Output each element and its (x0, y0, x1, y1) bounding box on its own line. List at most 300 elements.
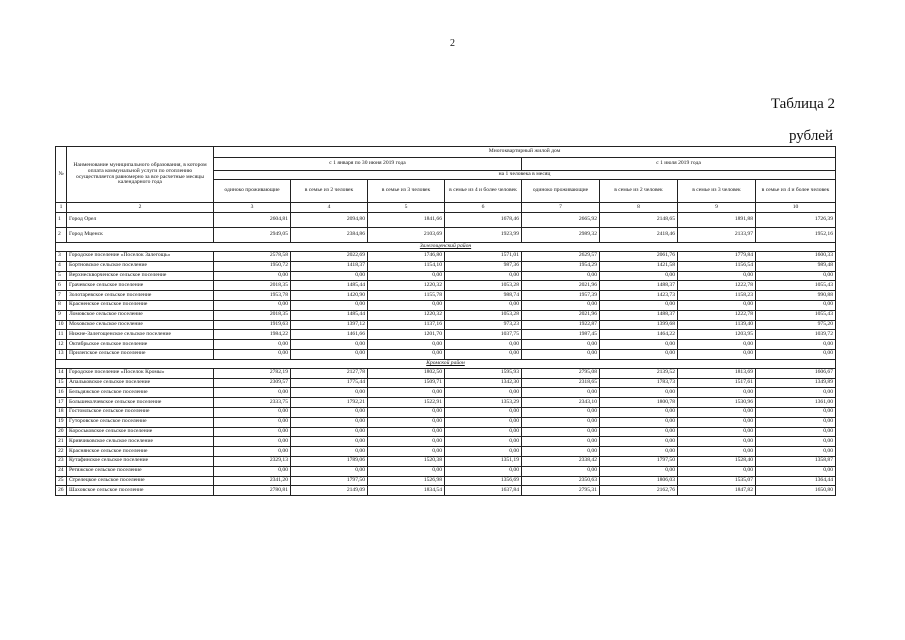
tariff-value: 1423,73 (600, 291, 678, 301)
row-number: 18 (56, 407, 67, 417)
tariff-value: 1156,54 (678, 261, 756, 271)
tariff-value: 0,00 (756, 407, 836, 417)
municipality-name: Городское поселение «Поселок Кромы» (67, 368, 214, 378)
tariff-value: 2061,76 (600, 252, 678, 262)
tariff-value: 1800,78 (600, 398, 678, 408)
tariff-value: 1053,28 (445, 310, 522, 320)
row-number: 13 (56, 349, 67, 359)
row-number: 11 (56, 330, 67, 340)
header-col: в семье из 4 и более человек (445, 180, 522, 203)
tariff-value: 2021,96 (522, 281, 600, 291)
header-col: в семье из 3 человек (678, 180, 756, 203)
tariff-value: 2578,58 (214, 252, 291, 262)
section-row (56, 243, 836, 252)
tariff-value: 0,00 (600, 300, 678, 310)
column-index: 6 (445, 203, 522, 213)
header-period-2: с 1 июля 2019 года (522, 158, 836, 171)
row-number: 6 (56, 281, 67, 291)
tariff-value: 1222,78 (678, 310, 756, 320)
tariff-value: 0,00 (600, 447, 678, 457)
tariff-value: 0,00 (214, 437, 291, 447)
tariff-value: 0,00 (756, 340, 836, 350)
municipality-name: Нижне-Залегощенское сельское поселение (67, 330, 214, 340)
header-name: Наименование муниципального образования, в котором оплата коммунальной услуги по отоплению осуществляется равномерно за все расчетные месяцы календарного года (67, 147, 214, 203)
tariff-value: 0,00 (445, 407, 522, 417)
table-row (56, 456, 836, 466)
tariff-value: 1847,82 (678, 486, 756, 496)
tariff-value: 987,36 (445, 261, 522, 271)
tariff-value: 0,00 (445, 417, 522, 427)
column-index: 3 (214, 203, 291, 213)
header-per-person: на 1 человека в месяц (214, 171, 836, 180)
tariff-value: 0,00 (522, 437, 600, 447)
tariff-value: 1488,37 (600, 310, 678, 320)
tariff-value: 1923,99 (445, 228, 522, 243)
municipality-name: Золотаревское сельское поселение (67, 291, 214, 301)
tariff-value: 0,00 (214, 407, 291, 417)
tariff-value: 1775,44 (291, 378, 368, 388)
tariff-value: 0,00 (291, 388, 368, 398)
municipality-name: Короськовское сельское поселение (67, 427, 214, 437)
table-row (56, 486, 836, 496)
tariff-value: 0,00 (291, 407, 368, 417)
tariff-value: 0,00 (678, 466, 756, 476)
tariff-value: 0,00 (368, 388, 445, 398)
tariff-value: 0,00 (756, 349, 836, 359)
municipality-name: Бельдяжское сельское поселение (67, 388, 214, 398)
tariff-value: 0,00 (600, 407, 678, 417)
tariff-value: 1485,44 (291, 281, 368, 291)
tariff-value: 1055,43 (756, 310, 836, 320)
tariff-value: 1485,44 (291, 310, 368, 320)
tariff-value: 0,00 (600, 417, 678, 427)
tariff-value: 0,00 (678, 300, 756, 310)
tariff-value: 0,00 (445, 271, 522, 281)
tariff-value: 1535,07 (678, 476, 756, 486)
municipality-name: Гуторовское сельское поселение (67, 417, 214, 427)
column-index: 10 (756, 203, 836, 213)
table-row (56, 388, 836, 398)
tariff-value: 1461,66 (291, 330, 368, 340)
header-col: в семье из 4 и более человек (756, 180, 836, 203)
tariff-value: 1399,68 (600, 320, 678, 330)
tariff-value: 1987,45 (522, 330, 600, 340)
column-index: 1 (56, 203, 67, 213)
column-index: 5 (368, 203, 445, 213)
row-number: 16 (56, 388, 67, 398)
row-number: 9 (56, 310, 67, 320)
tariff-value: 2022,69 (291, 252, 368, 262)
column-index: 4 (291, 203, 368, 213)
table-row (56, 378, 836, 388)
tariff-value: 0,00 (291, 300, 368, 310)
tariff-value: 0,00 (214, 300, 291, 310)
column-index: 8 (600, 203, 678, 213)
tariff-value: 0,00 (678, 407, 756, 417)
tariff-value: 1139,40 (678, 320, 756, 330)
table-row (56, 427, 836, 437)
table-row (56, 349, 836, 359)
tariff-value: 1957,39 (522, 291, 600, 301)
tariff-value: 2127,78 (291, 368, 368, 378)
tariff-value: 2629,57 (522, 252, 600, 262)
municipality-name: Город Мценск (67, 228, 214, 243)
tariff-value: 1606,67 (756, 368, 836, 378)
table-row (56, 407, 836, 417)
tariff-value: 1037,75 (445, 330, 522, 340)
tariff-value: 0,00 (756, 447, 836, 457)
tariff-value: 0,00 (445, 340, 522, 350)
municipality-name: Большеколчевское сельское поселение (67, 398, 214, 408)
row-number: 14 (56, 368, 67, 378)
tariff-value: 1397,12 (291, 320, 368, 330)
municipality-name: Ломовское сельское поселение (67, 310, 214, 320)
header-period-1: с 1 января по 30 июня 2019 года (214, 158, 522, 171)
tariff-value: 1351,19 (445, 456, 522, 466)
tariff-value: 2350,63 (522, 476, 600, 486)
tariff-value: 0,00 (600, 466, 678, 476)
tariff-value: 1919,63 (214, 320, 291, 330)
municipality-name: Моховское сельское поселение (67, 320, 214, 330)
tariff-value: 0,00 (214, 349, 291, 359)
tariff-value: 1528,40 (678, 456, 756, 466)
table-header (56, 147, 836, 213)
tariff-value: 2094,80 (291, 213, 368, 228)
header-col: в семье из 3 человек (368, 180, 445, 203)
tariff-value: 2418,46 (600, 228, 678, 243)
tariff-value: 0,00 (445, 437, 522, 447)
row-number: 1 (56, 213, 67, 228)
tariff-value: 2338,42 (522, 456, 600, 466)
tariff-value: 1891,88 (678, 213, 756, 228)
tariff-value: 0,00 (214, 466, 291, 476)
tariff-value: 2148,65 (600, 213, 678, 228)
tariff-value: 2343,10 (522, 398, 600, 408)
tariff-value: 0,00 (214, 417, 291, 427)
tariff-value: 0,00 (522, 417, 600, 427)
tariff-value: 0,00 (678, 349, 756, 359)
tariff-value: 0,00 (678, 447, 756, 457)
table-row (56, 300, 836, 310)
tariff-value: 0,00 (522, 427, 600, 437)
section-title: Кромской район (56, 359, 836, 368)
municipality-name: Кривчиковское сельское поселение (67, 437, 214, 447)
tariff-value: 2133,97 (678, 228, 756, 243)
tariff-value: 1746,80 (368, 252, 445, 262)
tariff-value: 1806,03 (600, 476, 678, 486)
tariff-value: 1464,22 (600, 330, 678, 340)
municipality-name: Апальковское сельское поселение (67, 378, 214, 388)
tariff-value: 973,23 (445, 320, 522, 330)
header-col: одиноко проживающие (214, 180, 291, 203)
table-row (56, 228, 836, 243)
table-row (56, 310, 836, 320)
tariff-value: 988,74 (445, 291, 522, 301)
tariff-value: 0,00 (522, 388, 600, 398)
tariff-value: 0,00 (445, 300, 522, 310)
tariff-value: 0,00 (291, 271, 368, 281)
tariff-value: 1950,72 (214, 261, 291, 271)
tariff-value: 0,00 (678, 417, 756, 427)
row-number: 24 (56, 466, 67, 476)
tariff-value: 0,00 (678, 427, 756, 437)
tariff-value: 2795,31 (522, 486, 600, 496)
tariff-value: 1984,22 (214, 330, 291, 340)
row-number: 4 (56, 261, 67, 271)
tariff-value: 0,00 (368, 340, 445, 350)
tariff-value: 1517,61 (678, 378, 756, 388)
tariff-value: 1361,00 (756, 398, 836, 408)
tariff-value: 1841,66 (368, 213, 445, 228)
tariff-value: 1488,37 (600, 281, 678, 291)
municipality-name: Шаховское сельское поселение (67, 486, 214, 496)
header-col: в семье из 2 человек (600, 180, 678, 203)
tariff-value: 0,00 (368, 407, 445, 417)
row-number: 12 (56, 340, 67, 350)
tariff-value: 1797,50 (600, 456, 678, 466)
municipality-name: Грачевское сельское поселение (67, 281, 214, 291)
tariff-value: 0,00 (756, 417, 836, 427)
municipality-name: Прилепское сельское поселение (67, 349, 214, 359)
tariff-value: 1356,69 (445, 476, 522, 486)
tariff-value: 0,00 (522, 271, 600, 281)
tariff-value: 2780,81 (214, 486, 291, 496)
tariff-value: 1353,29 (445, 398, 522, 408)
municipality-name: Верхнескворченское сельское поселение (67, 271, 214, 281)
tariff-value: 0,00 (678, 437, 756, 447)
tariff-value: 1530,96 (678, 398, 756, 408)
table-row (56, 271, 836, 281)
municipality-name: Октябрьское сельское поселение (67, 340, 214, 350)
tariff-value: 1834,54 (368, 486, 445, 496)
table-row (56, 213, 836, 228)
table-row (56, 398, 836, 408)
municipality-name: Гостомльское сельское поселение (67, 407, 214, 417)
tariff-value: 1520,38 (368, 456, 445, 466)
tariff-value: 1650,80 (756, 486, 836, 496)
unit-label: рублей (788, 128, 833, 144)
table-label: Таблица 2 (770, 96, 835, 112)
table-row (56, 330, 836, 340)
tariff-value: 2989,32 (522, 228, 600, 243)
tariff-value: 0,00 (291, 466, 368, 476)
tariff-value: 0,00 (368, 349, 445, 359)
table-body (56, 213, 836, 496)
tariff-value: 2795,08 (522, 368, 600, 378)
tariff-value: 1522,91 (368, 398, 445, 408)
tariff-value: 0,00 (600, 349, 678, 359)
row-number: 3 (56, 252, 67, 262)
tariff-value: 2021,96 (522, 310, 600, 320)
tariff-value: 0,00 (368, 417, 445, 427)
tariff-value: 2782,19 (214, 368, 291, 378)
tariff-value: 1797,50 (291, 476, 368, 486)
municipality-name: Стрелецкое сельское поселение (67, 476, 214, 486)
tariff-value: 975,20 (756, 320, 836, 330)
table-row (56, 320, 836, 330)
tariff-value: 1792,21 (291, 398, 368, 408)
tariff-value: 0,00 (756, 437, 836, 447)
header-col: одиноко проживающие (522, 180, 600, 203)
tariff-value: 1342,30 (445, 378, 522, 388)
tariff-value: 1678,46 (445, 213, 522, 228)
tariff-value: 2341,20 (214, 476, 291, 486)
header-group: Многоквартирный жилой дом (214, 147, 836, 158)
tariff-value: 0,00 (678, 271, 756, 281)
tariff-value: 2018,35 (214, 310, 291, 320)
tariff-value: 0,00 (214, 388, 291, 398)
tariff-value: 1349,89 (756, 378, 836, 388)
table-row (56, 291, 836, 301)
tariff-value: 1158,23 (678, 291, 756, 301)
table-row (56, 261, 836, 271)
tariff-value: 0,00 (756, 388, 836, 398)
tariff-value: 0,00 (522, 466, 600, 476)
tariff-value: 1571,01 (445, 252, 522, 262)
section-title: Залегощенский район (56, 243, 836, 252)
tariff-value: 2604,81 (214, 213, 291, 228)
tariff-value: 0,00 (445, 388, 522, 398)
tariff-value: 0,00 (291, 417, 368, 427)
page-number: 2 (450, 38, 455, 49)
tariff-value: 1418,37 (291, 261, 368, 271)
tariff-value: 1364,44 (756, 476, 836, 486)
column-index: 9 (678, 203, 756, 213)
tariff-value: 989,48 (756, 261, 836, 271)
tariff-value: 2103,69 (368, 228, 445, 243)
table-row (56, 437, 836, 447)
municipality-name: Кутафинское сельское поселение (67, 456, 214, 466)
tariff-value: 1637,84 (445, 486, 522, 496)
tariff-value: 2333,75 (214, 398, 291, 408)
tariff-value: 1813,69 (678, 368, 756, 378)
tariff-value: 0,00 (756, 466, 836, 476)
tariff-value: 1053,28 (445, 281, 522, 291)
tariff-value: 2162,76 (600, 486, 678, 496)
tariff-value: 1358,87 (756, 456, 836, 466)
tariff-value: 1779,84 (678, 252, 756, 262)
municipality-name: Ретяжское сельское поселение (67, 466, 214, 476)
tariff-value: 0,00 (600, 271, 678, 281)
tariff-value: 2139,52 (600, 368, 678, 378)
tariff-value: 0,00 (214, 447, 291, 457)
tariff-value: 0,00 (678, 340, 756, 350)
row-number: 15 (56, 378, 67, 388)
tariff-value: 0,00 (600, 340, 678, 350)
tariff-value: 1421,58 (600, 261, 678, 271)
row-number: 25 (56, 476, 67, 486)
tariff-value: 0,00 (445, 466, 522, 476)
tariff-value: 1203,95 (678, 330, 756, 340)
tariff-value: 0,00 (522, 447, 600, 457)
row-number: 17 (56, 398, 67, 408)
tariff-value: 1954,29 (522, 261, 600, 271)
row-number: 8 (56, 300, 67, 310)
column-index: 7 (522, 203, 600, 213)
row-number: 20 (56, 427, 67, 437)
row-number: 10 (56, 320, 67, 330)
tariff-table (55, 146, 836, 496)
row-number: 22 (56, 447, 67, 457)
tariff-value: 1783,73 (600, 378, 678, 388)
tariff-value: 2018,35 (214, 281, 291, 291)
tariff-value: 0,00 (600, 437, 678, 447)
table-row (56, 368, 836, 378)
row-number: 26 (56, 486, 67, 496)
tariff-value: 1802,50 (368, 368, 445, 378)
municipality-name: Краснянское сельское поселение (67, 447, 214, 457)
table-row (56, 252, 836, 262)
tariff-value: 1922,87 (522, 320, 600, 330)
tariff-value: 1726,39 (756, 213, 836, 228)
row-number: 5 (56, 271, 67, 281)
row-number: 21 (56, 437, 67, 447)
row-number: 2 (56, 228, 67, 243)
tariff-value: 1039,72 (756, 330, 836, 340)
tariff-value: 0,00 (756, 300, 836, 310)
tariff-value: 2318,65 (522, 378, 600, 388)
column-index: 2 (67, 203, 214, 213)
tariff-value: 0,00 (522, 407, 600, 417)
tariff-value: 1201,70 (368, 330, 445, 340)
table-row (56, 447, 836, 457)
tariff-value: 2329,13 (214, 456, 291, 466)
tariff-value: 0,00 (368, 447, 445, 457)
tariff-value: 2665,92 (522, 213, 600, 228)
tariff-value: 1953,78 (214, 291, 291, 301)
tariff-value: 0,00 (522, 349, 600, 359)
header-no: № (56, 147, 67, 203)
tariff-value: 1509,71 (368, 378, 445, 388)
tariff-value: 0,00 (368, 466, 445, 476)
row-number: 23 (56, 456, 67, 466)
row-number: 19 (56, 417, 67, 427)
tariff-value: 2149,09 (291, 486, 368, 496)
municipality-name: Бортновское сельское поселение (67, 261, 214, 271)
tariff-value: 0,00 (756, 427, 836, 437)
tariff-value: 1420,90 (291, 291, 368, 301)
tariff-value: 0,00 (368, 300, 445, 310)
tariff-value: 0,00 (214, 427, 291, 437)
tariff-value: 2384,86 (291, 228, 368, 243)
tariff-value: 0,00 (445, 447, 522, 457)
municipality-name: Городское поселение «Поселок Залегощь» (67, 252, 214, 262)
tariff-value: 1600,33 (756, 252, 836, 262)
tariff-value: 990,88 (756, 291, 836, 301)
tariff-value: 0,00 (214, 271, 291, 281)
header-col: в семье из 2 человек (291, 180, 368, 203)
tariff-value: 0,00 (445, 349, 522, 359)
table-row (56, 466, 836, 476)
tariff-value: 0,00 (678, 388, 756, 398)
tariff-value: 0,00 (368, 271, 445, 281)
tariff-value: 1789,06 (291, 456, 368, 466)
municipality-name: Красненское сельское поселение (67, 300, 214, 310)
tariff-value: 1952,16 (756, 228, 836, 243)
tariff-value: 1526,98 (368, 476, 445, 486)
tariff-value: 1220,32 (368, 310, 445, 320)
tariff-value: 1137,16 (368, 320, 445, 330)
municipality-name: Город Орел (67, 213, 214, 228)
tariff-value: 0,00 (214, 340, 291, 350)
tariff-value: 0,00 (291, 349, 368, 359)
tariff-value: 0,00 (522, 300, 600, 310)
row-number: 7 (56, 291, 67, 301)
tariff-value: 1222,78 (678, 281, 756, 291)
table-row (56, 281, 836, 291)
tariff-value: 1155,78 (368, 291, 445, 301)
tariff-value: 0,00 (756, 271, 836, 281)
